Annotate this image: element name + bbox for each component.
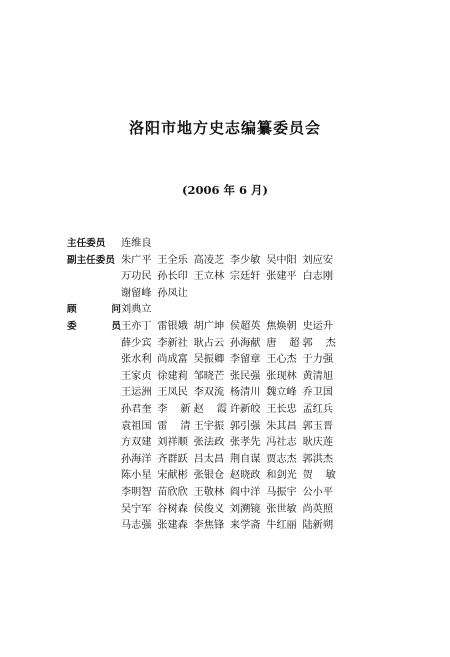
role-label — [67, 468, 121, 485]
member-name: 贾志杰 — [266, 453, 297, 465]
member-name: 宗廷轩 — [229, 271, 261, 283]
member-name: 薛少宾 — [121, 337, 152, 349]
member-name: 王全乐 — [157, 254, 188, 266]
member-name: 王长忠 — [266, 403, 297, 415]
member-name: 张建森 — [157, 520, 188, 532]
member-name: 李新社 — [157, 337, 188, 349]
role-label — [67, 502, 121, 519]
member-name: 王运洲 — [121, 387, 152, 399]
role-label: 副主任委员 — [67, 254, 115, 266]
member-name: 来学斋 — [229, 520, 261, 532]
member-name: 刘祥顺 — [157, 437, 188, 449]
member-name: 马志强 — [121, 520, 152, 532]
member-name: 李少敏 — [229, 254, 261, 266]
roster-row — [67, 452, 387, 469]
member-name: 吴宁军 — [121, 503, 152, 515]
member-name: 王宇振 — [193, 420, 225, 432]
roster-row — [67, 385, 387, 402]
roster-row — [67, 236, 387, 253]
roster-row — [67, 419, 387, 436]
member-name: 尚英照 — [302, 503, 334, 515]
member-name: 王家贞 — [121, 370, 152, 382]
member-name: 李留章 — [229, 354, 261, 366]
role-label — [67, 518, 121, 535]
member-name: 张孝先 — [229, 437, 261, 449]
member-name: 侯俊义 — [193, 503, 225, 515]
member-name: 刘溯镜 — [229, 503, 261, 515]
member-name: 于力强 — [302, 354, 334, 366]
member-name: 马振宇 — [266, 486, 297, 498]
roster-row — [67, 435, 387, 452]
member-name: 郭玉晋 — [302, 420, 334, 432]
member-name: 孙君奎 — [121, 403, 152, 415]
member-name: 高凌芝 — [193, 254, 225, 266]
roster-row — [67, 402, 387, 419]
member-name: 阎中洋 — [229, 486, 261, 498]
member-name: 侯超英 — [229, 320, 261, 332]
member-name: 陈小星 — [121, 470, 152, 482]
roster-row — [67, 518, 387, 535]
member-name: 赵晓政 — [229, 470, 261, 482]
roster-row — [67, 352, 387, 369]
role-label — [67, 352, 121, 369]
member-name: 吴中阳 — [266, 254, 297, 266]
member-name: 李 新 — [157, 403, 191, 415]
member-name: 贺 敏 — [302, 470, 336, 482]
member-name: 张世敏 — [266, 503, 297, 515]
member-name: 朱广平 — [121, 254, 152, 266]
role-label — [67, 336, 121, 353]
document-date: (2006 年 6 月) — [182, 183, 268, 197]
member-name: 张水利 — [121, 354, 152, 366]
member-name: 张法政 — [193, 437, 225, 449]
role-label — [67, 269, 121, 286]
member-name: 郭洪杰 — [302, 453, 334, 465]
role-label — [67, 419, 121, 436]
roster-row — [67, 302, 387, 319]
member-name: 杨清川 — [229, 387, 261, 399]
member-name: 吕太昌 — [193, 453, 225, 465]
roster-row — [67, 485, 387, 502]
member-name: 王亦丁 — [121, 320, 152, 332]
roster-row — [67, 253, 387, 270]
member-name: 焦焕朝 — [266, 320, 297, 332]
member-name: 张银仓 — [193, 470, 225, 482]
member-name: 李焦锋 — [193, 520, 225, 532]
role-label — [67, 402, 121, 419]
member-name: 苗欣欣 — [157, 486, 188, 498]
member-name: 朱其昌 — [266, 420, 297, 432]
member-name: 张建平 — [266, 271, 297, 283]
member-name: 史运升 — [302, 320, 334, 332]
member-name: 刘应安 — [302, 254, 334, 266]
member-name: 刘典立 — [121, 304, 152, 316]
member-name: 孙海洋 — [121, 453, 152, 465]
member-name: 和剑光 — [266, 470, 297, 482]
member-name: 王心杰 — [266, 354, 297, 366]
member-name: 连维良 — [121, 238, 152, 249]
member-name: 乔卫国 — [302, 387, 334, 399]
role-label — [67, 369, 121, 386]
member-name: 郭 杰 — [302, 337, 336, 349]
role-label — [67, 286, 121, 303]
member-name: 方双建 — [121, 437, 152, 449]
member-name: 耿庆莲 — [302, 437, 334, 449]
committee-roster — [67, 236, 387, 535]
member-name: 袁祖国 — [121, 420, 152, 432]
roster-row — [67, 286, 387, 303]
member-name: 雷银娥 — [157, 320, 188, 332]
document-title: 洛阳市地方史志编纂委员会 — [128, 119, 321, 137]
member-name: 王敬林 — [193, 486, 225, 498]
roster-row — [67, 369, 387, 386]
member-name: 李双流 — [193, 387, 225, 399]
member-name: 张现林 — [266, 370, 297, 382]
role-label — [67, 485, 121, 502]
member-name: 牛红丽 — [266, 520, 297, 532]
member-name: 陆新朔 — [302, 520, 334, 532]
member-name: 张民强 — [229, 370, 261, 382]
role-label: 顾 问 — [67, 304, 121, 316]
member-name: 唐 超 — [266, 337, 300, 349]
member-name: 郭引强 — [229, 420, 261, 432]
member-name: 孙长印 — [157, 271, 188, 283]
role-label — [67, 452, 121, 469]
member-name: 孟红兵 — [302, 403, 334, 415]
roster-row — [67, 269, 387, 286]
member-name: 万功民 — [121, 271, 152, 283]
member-name: 尚成富 — [157, 354, 188, 366]
member-name: 谢留峰 — [121, 287, 152, 299]
role-label: 委 员 — [67, 320, 121, 332]
member-name: 耿占云 — [193, 337, 225, 349]
member-name: 宋献彬 — [157, 470, 188, 482]
member-name: 孙凤让 — [157, 287, 188, 299]
member-name: 冯社志 — [266, 437, 297, 449]
member-name: 雷 清 — [157, 420, 191, 432]
role-label — [67, 385, 121, 402]
member-name: 徐建莉 — [157, 370, 188, 382]
role-label: 主任委员 — [67, 238, 106, 249]
member-name: 黄清旭 — [302, 370, 334, 382]
member-name: 许新皎 — [229, 403, 261, 415]
member-name: 公小平 — [302, 486, 334, 498]
member-name: 魏立峰 — [266, 387, 297, 399]
member-name: 赵 霞 — [193, 403, 227, 415]
member-name: 孙海献 — [229, 337, 261, 349]
role-label — [67, 435, 121, 452]
member-name: 白志刚 — [302, 271, 334, 283]
member-name: 齐群跃 — [157, 453, 188, 465]
member-name: 胡广坤 — [193, 320, 225, 332]
member-name: 邹晓芒 — [193, 370, 225, 382]
member-name: 王立林 — [193, 271, 225, 283]
member-name: 吴振卿 — [193, 354, 225, 366]
member-name: 荆自谋 — [229, 453, 261, 465]
roster-row — [67, 336, 387, 353]
member-name: 李明智 — [121, 486, 152, 498]
member-name: 谷树森 — [157, 503, 188, 515]
roster-row — [67, 319, 387, 336]
roster-row — [67, 502, 387, 519]
member-name: 王凤民 — [157, 387, 188, 399]
roster-row — [67, 468, 387, 485]
